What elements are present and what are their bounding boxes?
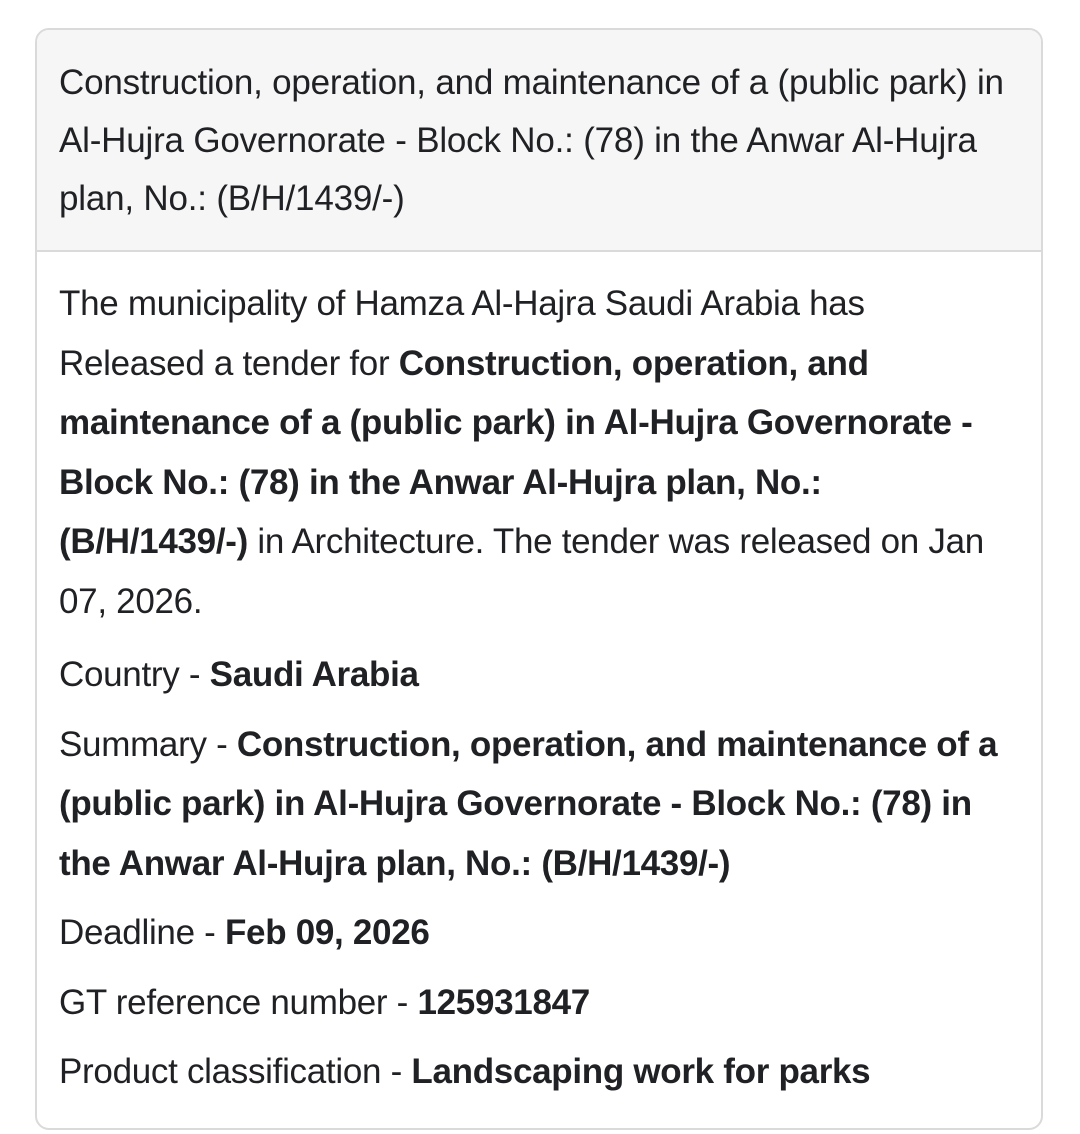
field-summary-value: Construction, operation, and maintenance of a (public park) in Al-Hujra Governorate - Block No.: (78) in the Anwar Al-Hujra plan, No.: (B/H/1439/-)	[59, 724, 998, 883]
field-product-classification-label: Product classification -	[59, 1052, 412, 1091]
tender-title: Construction, operation, and maintenance of a (public park) in Al-Hujra Governorate - Block No.: (78) in the Anwar Al-Hujra plan, No.: (B/H/1439/-)	[59, 63, 1004, 218]
tender-description	[59, 274, 1019, 631]
tender-card-body	[37, 252, 1041, 1122]
tender-card	[35, 28, 1043, 1130]
tender-card-header	[37, 30, 1041, 252]
field-summary	[59, 715, 1019, 894]
field-summary-label: Summary -	[59, 724, 237, 764]
field-country-label: Country -	[59, 655, 210, 694]
description-suffix: .	[192, 581, 203, 621]
field-deadline-value: Feb 09, 2026	[224, 913, 430, 952]
description-release-date: Jan 07, 2026	[59, 522, 984, 621]
field-deadline	[59, 903, 1019, 963]
field-deadline-label: Deadline -	[59, 913, 225, 952]
field-product-classification	[59, 1042, 1019, 1102]
field-gt-reference-value: 125931847	[417, 982, 590, 1022]
field-country	[59, 645, 1019, 705]
field-product-classification-value: Landscaping work for parks	[411, 1052, 871, 1091]
field-gt-reference	[59, 973, 1019, 1033]
field-country-value: Saudi Arabia	[209, 655, 419, 694]
field-gt-reference-label: GT reference number -	[59, 982, 418, 1022]
description-prefix: The municipality of Hamza Al-Hajra Saudi Arabia has Released a tender for	[59, 284, 865, 383]
description-tender-title: Construction, operation, and maintenance of a (public park) in Al-Hujra Governorate - Block No.: (78) in the Anwar Al-Hujra plan, No.: (B/H/1439/-)	[59, 343, 973, 561]
description-middle: in Architecture. The tender was released on	[247, 522, 929, 561]
